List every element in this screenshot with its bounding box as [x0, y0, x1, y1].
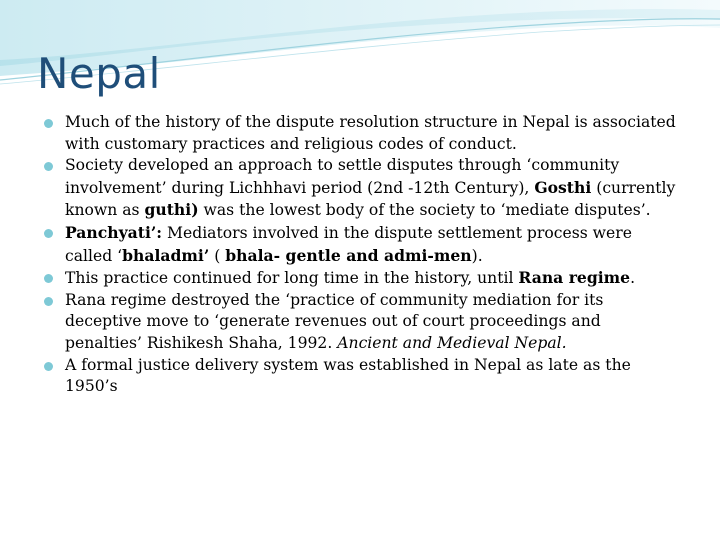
- bullet-text: Much of the history of the dispute resolution structure in Nepal is associated with customary practices and religious codes of conduct.: [65, 113, 676, 153]
- bullet-item: [40, 267, 680, 290]
- bullet-text: A formal justice delivery system was established in Nepal as late as the 1950’s: [65, 355, 631, 396]
- bullet-text: (: [209, 246, 226, 265]
- bold-text: guthi): [144, 200, 199, 220]
- bullet-item: [40, 290, 680, 355]
- bullet-text: .: [630, 269, 636, 288]
- bold-text: Gosthi: [534, 177, 592, 197]
- bullet-item: [40, 155, 680, 222]
- bullet-item: [40, 355, 680, 398]
- bullet-dot-icon: [44, 162, 53, 171]
- bold-text: bhala- gentle and admi-men: [225, 245, 472, 265]
- bullet-item: [40, 222, 680, 267]
- bullet-dot-icon: [44, 274, 53, 283]
- bullet-dot-icon: [44, 119, 53, 128]
- bullet-text: Rana regime destroyed the ‘practice of community mediation for its deceptive move to ‘generate revenues out of court proceedings and penalties’ Rishikesh Shaha, 1992.: [65, 290, 604, 352]
- bullet-text: ).: [471, 246, 483, 265]
- bold-text: Rana regime: [518, 268, 631, 288]
- bold-text: bhaladmi’: [122, 245, 210, 265]
- bullet-dot-icon: [44, 362, 53, 371]
- bold-text: Panchyati’:: [65, 222, 163, 242]
- bullet-dot-icon: [44, 297, 53, 306]
- bullet-dot-icon: [44, 229, 53, 238]
- bullet-text: Society developed an approach to settle disputes through ‘community involvement’ during Lichhhavi period (2nd -12th Century),: [65, 156, 620, 197]
- italic-text: Ancient and Medieval Nepal.: [337, 333, 567, 352]
- slide-title: Nepal: [37, 49, 161, 98]
- bullet-list: [40, 112, 680, 398]
- bullet-item: [40, 112, 680, 155]
- bullet-text: This practice continued for long time in the history, until: [65, 269, 519, 288]
- bullet-text: Mediators involved in the dispute settlement process were called ‘: [65, 223, 632, 265]
- bullet-text: (currently known as: [65, 178, 676, 220]
- bullet-text: was the lowest body of the society to ‘mediate disputes’.: [198, 201, 651, 220]
